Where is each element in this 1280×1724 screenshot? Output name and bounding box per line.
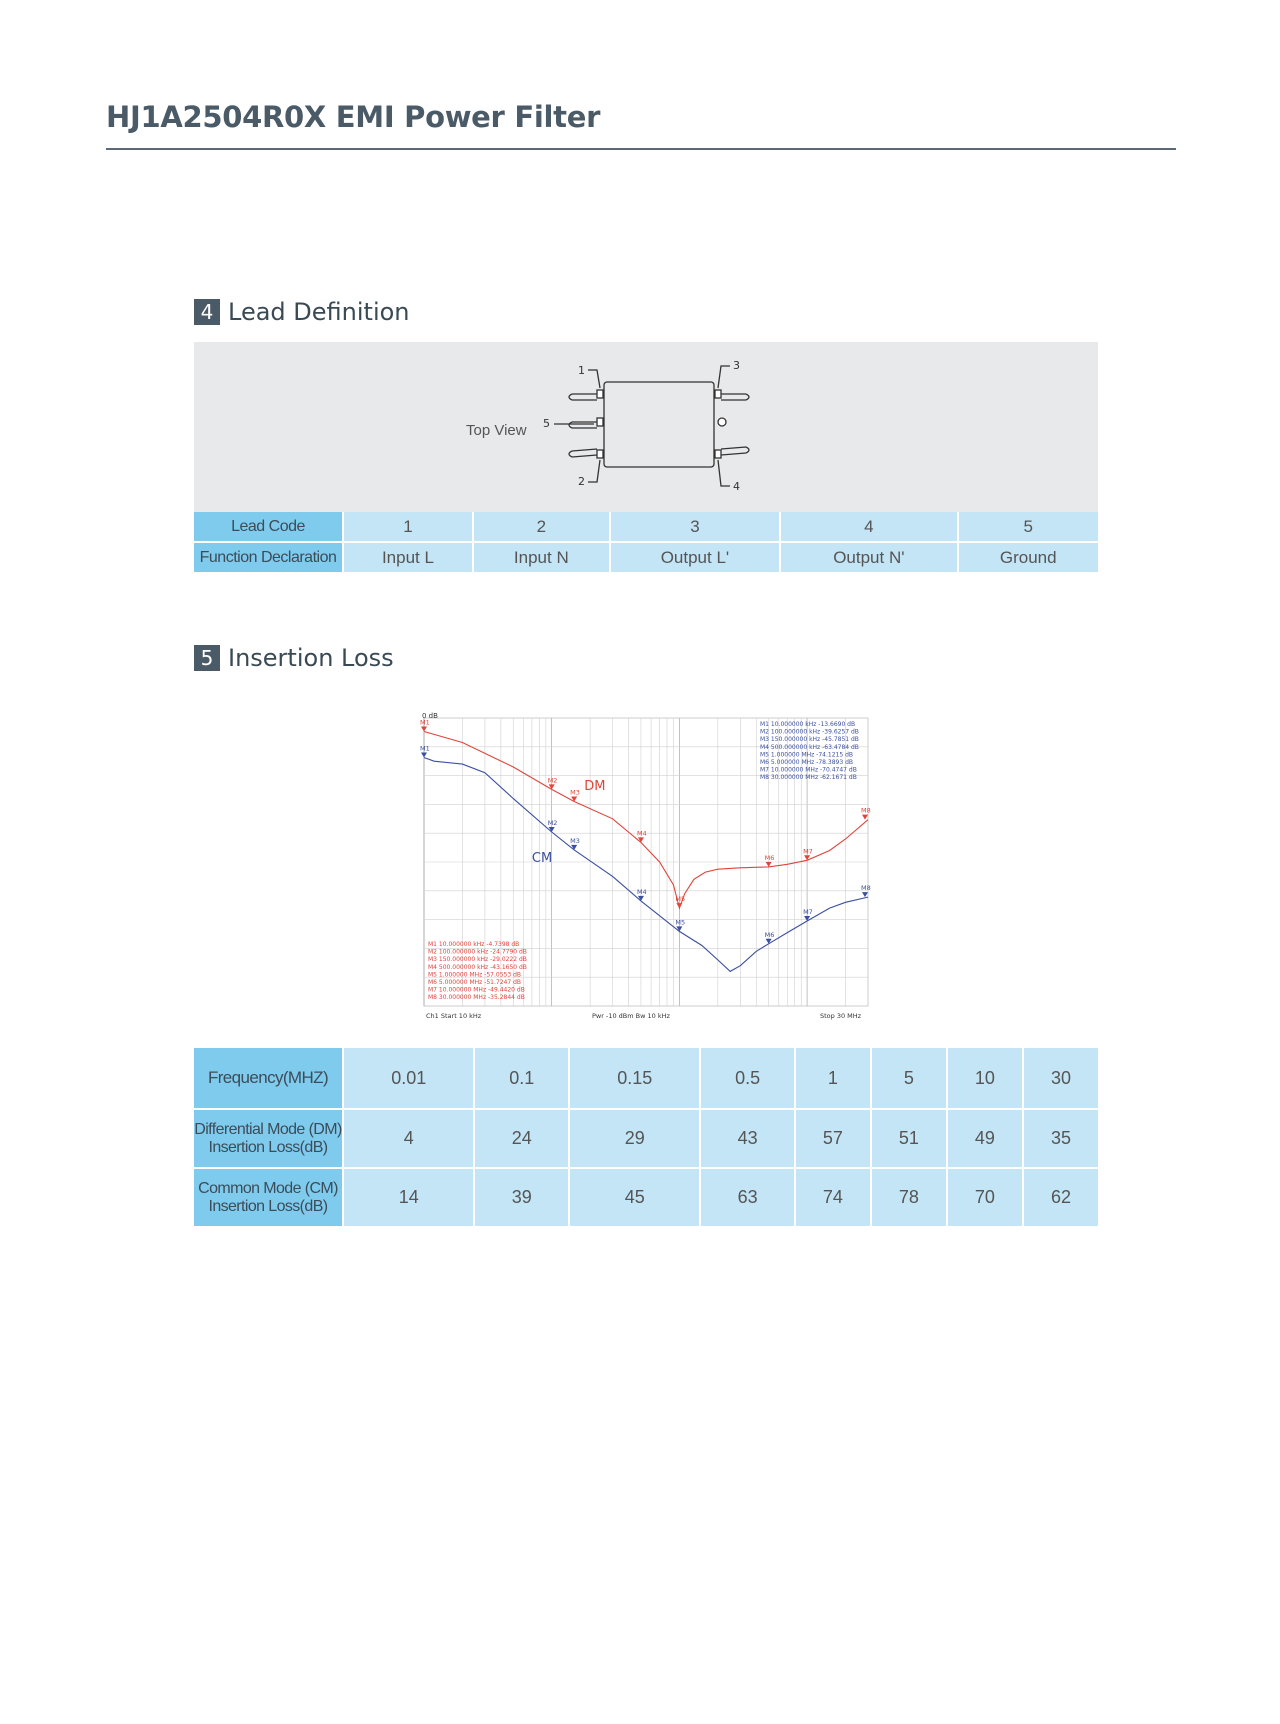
table-cell: 63 bbox=[701, 1169, 793, 1228]
table-cell: 0.01 bbox=[344, 1048, 473, 1110]
pin-label-1: 1 bbox=[578, 364, 585, 377]
table-cell: 10 bbox=[948, 1048, 1022, 1110]
dm-marker-table-row: M5 1.000000 MHz -57.0553 dB bbox=[428, 971, 521, 979]
cm-marker-table-row: M5 1.000000 MHz -74.1215 dB bbox=[760, 751, 853, 759]
marker-label: M6 bbox=[764, 853, 775, 862]
table-cell: Input L bbox=[344, 543, 472, 574]
marker-label: M7 bbox=[803, 908, 813, 917]
row-header: Lead Code bbox=[194, 512, 342, 543]
function-row bbox=[194, 543, 1098, 574]
table-cell: 14 bbox=[344, 1169, 473, 1228]
table-cell: 3 bbox=[611, 512, 779, 543]
dm-series-label: DM bbox=[584, 779, 606, 794]
marker-label: M3 bbox=[570, 836, 580, 845]
marker-label: M8 bbox=[861, 884, 871, 893]
row-header: Differential Mode (DM) Insertion Loss(dB) bbox=[194, 1110, 342, 1169]
title-divider bbox=[106, 148, 1176, 150]
dm-marker-table-row: M2 100.000000 kHz -24.7790 dB bbox=[428, 948, 527, 956]
dm-marker-table-row: M8 30.000000 MHz -35.2844 dB bbox=[428, 994, 525, 1002]
table-cell: 51 bbox=[872, 1110, 946, 1169]
marker-label: M3 bbox=[570, 788, 580, 797]
pin-label-5: 5 bbox=[543, 417, 550, 430]
marker-label: M4 bbox=[636, 829, 647, 838]
insertion-loss-table bbox=[192, 1048, 1100, 1228]
table-cell: 70 bbox=[948, 1169, 1022, 1228]
table-cell: 5 bbox=[872, 1048, 946, 1110]
marker-label: M5 bbox=[675, 895, 686, 904]
dm-marker-table-row: M4 500.000000 kHz -43.1650 dB bbox=[428, 963, 527, 971]
table-cell: 30 bbox=[1024, 1048, 1098, 1110]
row-header: Function Declaration bbox=[194, 543, 342, 574]
table-cell: 74 bbox=[796, 1169, 870, 1228]
cm-marker-table-row: M2 100.000000 kHz -39.6257 dB bbox=[760, 728, 859, 736]
insertion-loss-plot bbox=[420, 712, 872, 1024]
table-cell: 43 bbox=[701, 1110, 793, 1169]
table-cell: 78 bbox=[872, 1169, 946, 1228]
pin-label-4: 4 bbox=[733, 480, 740, 493]
frequency-row bbox=[194, 1048, 1098, 1110]
table-cell: Output L' bbox=[611, 543, 779, 574]
top-label: 0 dB bbox=[422, 712, 438, 720]
dm-marker-table-row: M1 10.000000 kHz -4.7398 dB bbox=[428, 941, 520, 948]
table-cell: 39 bbox=[475, 1169, 567, 1228]
section-number-badge: 5 bbox=[194, 645, 220, 671]
pin-label-3: 3 bbox=[733, 359, 740, 372]
pin-leader-3 bbox=[718, 366, 730, 388]
dm-marker-table-row: M3 150.000000 kHz -29.0222 dB bbox=[428, 956, 527, 964]
table-cell: 45 bbox=[570, 1169, 699, 1228]
table-cell: 0.1 bbox=[475, 1048, 567, 1110]
marker-label: M8 bbox=[861, 806, 871, 815]
dm-marker-table-row: M6 5.000000 MHz -51.7247 dB bbox=[428, 979, 521, 986]
table-cell: 0.5 bbox=[701, 1048, 793, 1110]
marker-label: M2 bbox=[547, 819, 558, 828]
table-cell: 4 bbox=[344, 1110, 473, 1169]
table-cell: 0.15 bbox=[570, 1048, 699, 1110]
cm-marker-table-row: M8 30.000000 MHz -62.1671 dB bbox=[760, 774, 857, 782]
lead-wire-5 bbox=[569, 422, 597, 428]
section-number-badge: 4 bbox=[194, 299, 220, 325]
lead-diagram-panel bbox=[194, 342, 1098, 512]
cm-marker-table-row: M1 10.000000 kHz -13.6690 dB bbox=[760, 721, 856, 728]
section-title: Lead Definition bbox=[228, 298, 410, 326]
table-cell: Ground bbox=[959, 543, 1099, 574]
table-cell: 35 bbox=[1024, 1110, 1098, 1169]
cm-marker-table-row: M3 150.000000 kHz -45.7851 dB bbox=[760, 736, 859, 744]
filter-top-view-diagram bbox=[194, 342, 1098, 512]
footer-stop: Stop 30 MHz bbox=[820, 1012, 862, 1020]
table-cell: 24 bbox=[475, 1110, 567, 1169]
cm-marker-table-row: M7 10.000000 MHz -70.4747 dB bbox=[760, 766, 857, 774]
cm-marker-table-row: M4 500.000000 kHz -63.4784 dB bbox=[760, 743, 859, 751]
lead-wire-2 bbox=[569, 449, 597, 457]
marker-label: M6 bbox=[764, 930, 775, 939]
table-cell: 2 bbox=[474, 512, 609, 543]
marker-label: M1 bbox=[420, 744, 430, 753]
row-header: Frequency(MHZ) bbox=[194, 1048, 342, 1110]
pin-leader-2 bbox=[588, 460, 600, 482]
table-cell: 1 bbox=[344, 512, 472, 543]
marker-label: M5 bbox=[675, 918, 686, 927]
table-cell: 5 bbox=[959, 512, 1099, 543]
footer-start: Ch1 Start 10 kHz bbox=[426, 1012, 482, 1020]
filter-body bbox=[604, 382, 714, 467]
insertion-loss-chart bbox=[420, 712, 872, 1024]
table-cell: 62 bbox=[1024, 1169, 1098, 1228]
dm-marker-table-row: M7 10.000000 MHz -49.4420 dB bbox=[428, 986, 525, 994]
table-cell: 1 bbox=[796, 1048, 870, 1110]
row-header: Common Mode (CM) Insertion Loss(dB) bbox=[194, 1169, 342, 1228]
pin-leader-1 bbox=[588, 370, 600, 388]
cm-series-label: CM bbox=[531, 851, 553, 866]
document-title: HJ1A2504R0X EMI Power Filter bbox=[106, 100, 601, 134]
marker-label: M1 bbox=[420, 718, 430, 727]
top-view-label: Top View bbox=[466, 422, 527, 439]
table-cell: 57 bbox=[796, 1110, 870, 1169]
pin-leader-4 bbox=[718, 460, 730, 486]
marker-label: M7 bbox=[803, 847, 813, 856]
section-title: Insertion Loss bbox=[228, 644, 394, 672]
cm-marker-table-row: M6 5.000000 MHz -78.3893 dB bbox=[760, 759, 853, 766]
table-cell: 29 bbox=[570, 1110, 699, 1169]
table-cell: Output N' bbox=[781, 543, 956, 574]
table-cell: 49 bbox=[948, 1110, 1022, 1169]
table-cell: Input N bbox=[474, 543, 609, 574]
lead-wire-4 bbox=[721, 447, 749, 455]
marker-label: M2 bbox=[547, 776, 558, 785]
lead-definition-heading bbox=[194, 298, 410, 326]
marker-label: M4 bbox=[636, 887, 647, 896]
lead-definition-table bbox=[192, 512, 1100, 574]
footer-power: Pwr -10 dBm Bw 10 kHz bbox=[592, 1012, 670, 1020]
dm-loss-row bbox=[194, 1110, 1098, 1169]
lead-wire-1 bbox=[569, 394, 597, 400]
lead-code-row bbox=[194, 512, 1098, 543]
table-cell: 4 bbox=[781, 512, 956, 543]
insertion-loss-heading bbox=[194, 644, 394, 672]
cm-loss-row bbox=[194, 1169, 1098, 1228]
pin-label-2: 2 bbox=[578, 475, 585, 488]
lead-wire-3 bbox=[721, 394, 749, 400]
